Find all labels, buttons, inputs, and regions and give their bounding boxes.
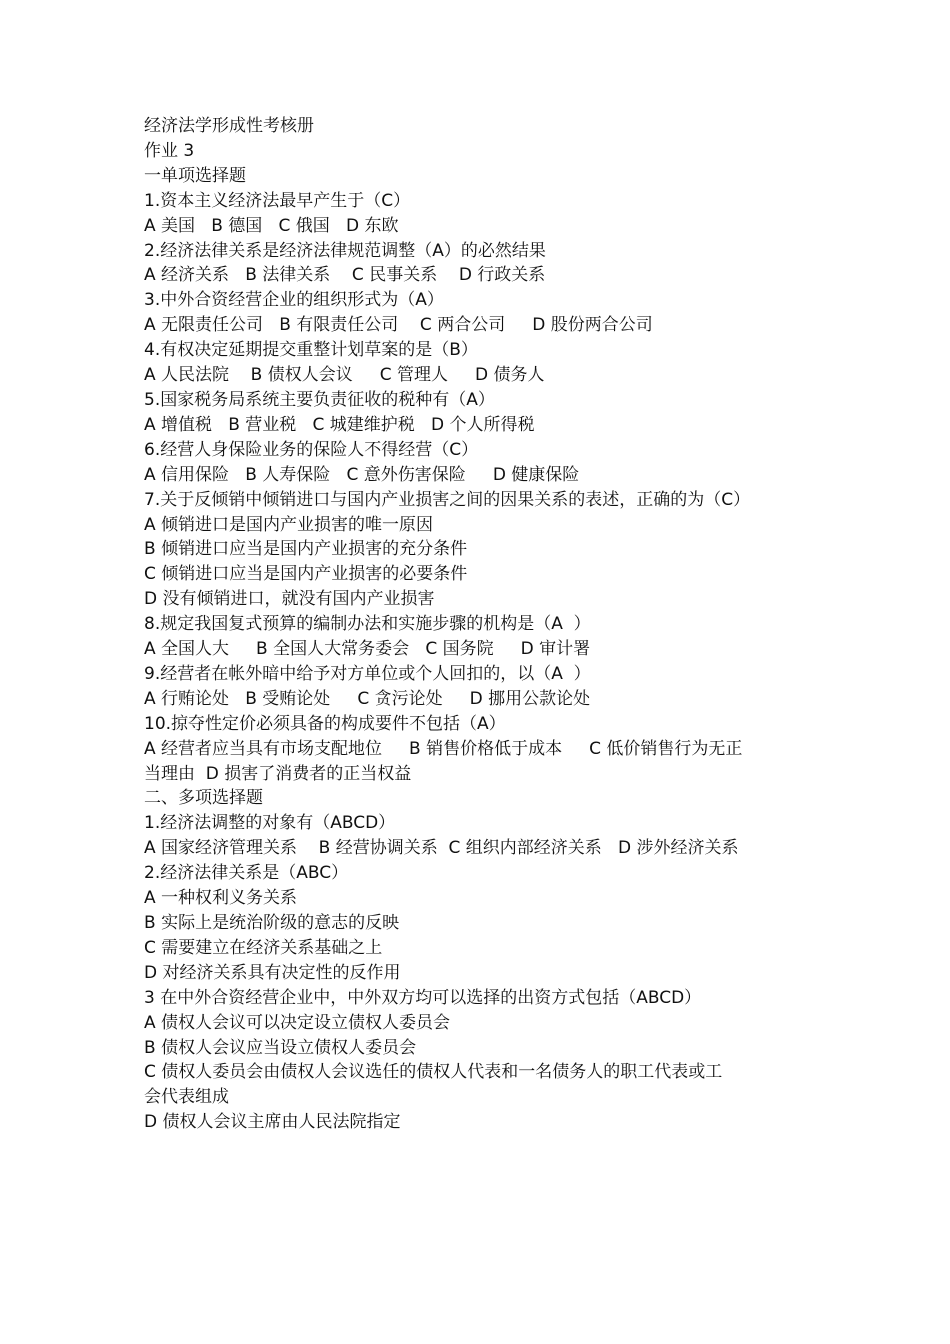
answer-option-continued: 会代表组成 bbox=[144, 1087, 229, 1108]
answer-option: D 对经济关系具有决定性的反作用 bbox=[144, 962, 401, 983]
answer-option: C 需要建立在经济关系基础之上 bbox=[144, 937, 383, 958]
answer-option: A 债权人会议可以决定设立债权人委员会 bbox=[144, 1012, 451, 1033]
answer-option: A 倾销进口是国内产业损害的唯一原因 bbox=[144, 514, 434, 535]
answer-options: A 人民法院 B 债权人会议 C 管理人 D 债务人 bbox=[144, 365, 545, 386]
answer-options: A 增值税 B 营业税 C 城建维护税 D 个人所得税 bbox=[144, 414, 535, 435]
question-text: 4.有权决定延期提交重整计划草案的是（B） bbox=[144, 340, 478, 361]
answer-options: A 经营者应当具有市场支配地位 B 销售价格低于成本 C 低价销售行为无正 bbox=[144, 738, 743, 759]
answer-option: C 债权人委员会由债权人会议选任的债权人代表和一名债务人的职工代表或工 bbox=[144, 1062, 723, 1083]
answer-option: D 没有倾销进口，就没有国内产业损害 bbox=[144, 589, 435, 610]
question-text: 2.经济法律关系是经济法律规范调整（A）的必然结果 bbox=[144, 240, 546, 261]
answer-options: A 全国人大 B 全国人大常务委会 C 国务院 D 审计署 bbox=[144, 639, 591, 660]
question-text: 1.经济法调整的对象有（ABCD） bbox=[144, 813, 396, 834]
answer-option: A 一种权利义务关系 bbox=[144, 888, 298, 909]
document-title: 经济法学形成性考核册 bbox=[144, 116, 314, 136]
section-heading-multiple-choice: 二、多项选择题 bbox=[144, 788, 263, 809]
answer-options: A 信用保险 B 人寿保险 C 意外伤害保险 D 健康保险 bbox=[144, 464, 580, 485]
answer-option: D 债权人会议主席由人民法院指定 bbox=[144, 1112, 401, 1133]
answer-option: B 债权人会议应当设立债权人委员会 bbox=[144, 1037, 417, 1058]
question-text: 7.关于反倾销中倾销进口与国内产业损害之间的因果关系的表述，正确的为（C） bbox=[144, 489, 751, 510]
question-text: 3 在中外合资经营企业中，中外双方均可以选择的出资方式包括（ABCD） bbox=[144, 987, 702, 1008]
answer-options-continued: 当理由 D 损害了消费者的正当权益 bbox=[144, 763, 412, 784]
question-text: 1.资本主义经济法最早产生于（C） bbox=[144, 190, 411, 211]
answer-options: A 经济关系 B 法律关系 C 民事关系 D 行政关系 bbox=[144, 265, 546, 286]
answer-options: A 国家经济管理关系 B 经营协调关系 C 组织内部经济关系 D 涉外经济关系 bbox=[144, 838, 739, 859]
assignment-number: 作业 3 bbox=[144, 140, 195, 161]
answer-options: A 美国 B 德国 C 俄国 D 东欧 bbox=[144, 215, 399, 236]
question-text: 10.掠夺性定价必须具备的构成要件不包括（A） bbox=[144, 713, 506, 734]
question-text: 6.经营人身保险业务的保险人不得经营（C） bbox=[144, 439, 479, 460]
answer-options: A 无限责任公司 B 有限责任公司 C 两合公司 D 股份两合公司 bbox=[144, 315, 653, 336]
question-text: 5.国家税务局系统主要负责征收的税种有（A） bbox=[144, 389, 495, 410]
answer-option: C 倾销进口应当是国内产业损害的必要条件 bbox=[144, 564, 468, 585]
document-body bbox=[144, 114, 824, 1135]
question-text: 3.中外合资经营企业的组织形式为（A） bbox=[144, 290, 444, 311]
question-text: 9.经营者在帐外暗中给予对方单位或个人回扣的，以（A ） bbox=[144, 663, 591, 684]
section-heading-single-choice: 一单项选择题 bbox=[144, 165, 246, 186]
answer-option: B 实际上是统治阶级的意志的反映 bbox=[144, 913, 400, 933]
answer-options: A 行贿论处 B 受贿论处 C 贪污论处 D 挪用公款论处 bbox=[144, 688, 591, 709]
question-text: 8.规定我国复式预算的编制办法和实施步骤的机构是（A ） bbox=[144, 614, 591, 635]
answer-option: B 倾销进口应当是国内产业损害的充分条件 bbox=[144, 539, 468, 560]
question-text: 2.经济法律关系是（ABC） bbox=[144, 863, 349, 884]
